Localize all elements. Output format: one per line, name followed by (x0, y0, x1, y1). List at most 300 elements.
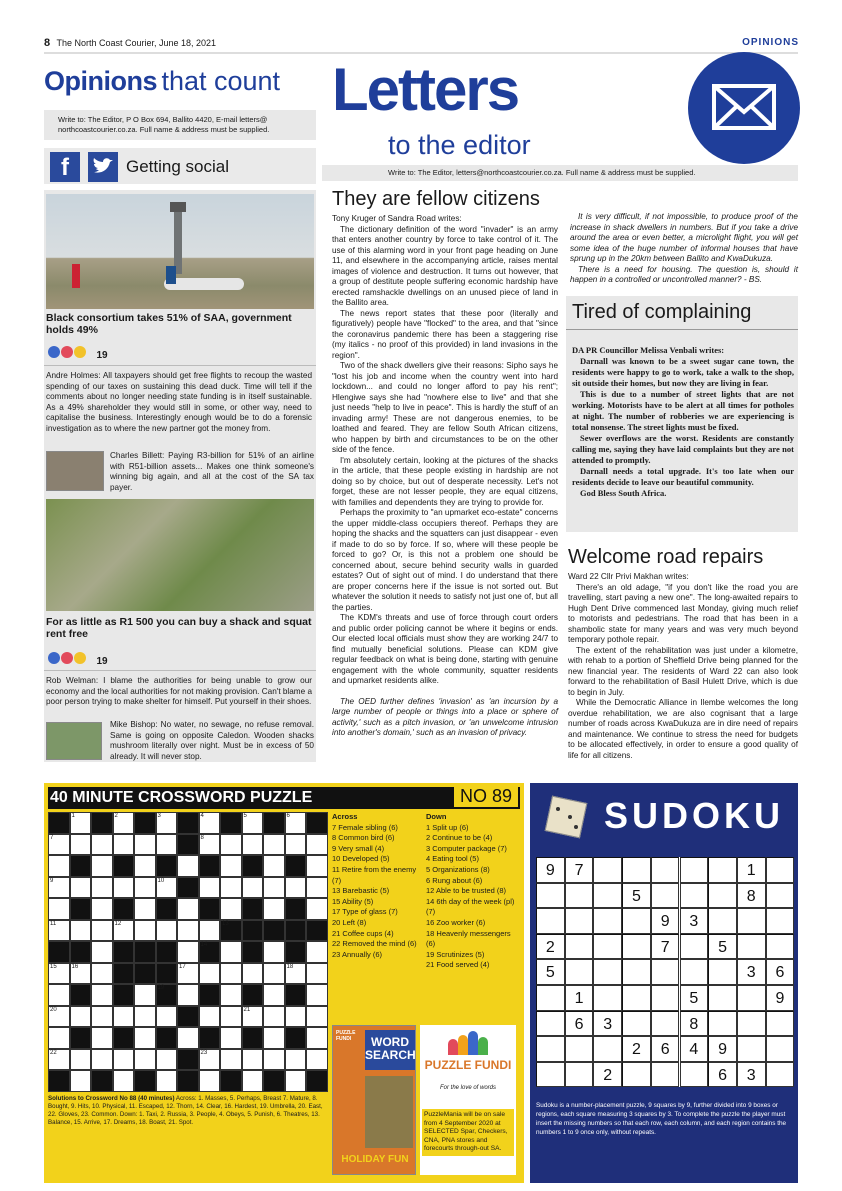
crossword-cell[interactable] (263, 1027, 285, 1049)
sudoku-cell: 2 (536, 934, 565, 960)
crossword-cell[interactable] (306, 984, 328, 1006)
crossword-cell (156, 984, 178, 1006)
sudoku-cell: 6 (708, 1062, 737, 1088)
crossword-cell (177, 1006, 199, 1028)
crossword-cell[interactable] (48, 855, 70, 877)
crossword-cell (48, 941, 70, 963)
sudoku-cell[interactable] (737, 934, 766, 960)
sudoku-cell: 5 (680, 985, 709, 1011)
sudoku-cell[interactable] (536, 1011, 565, 1037)
sudoku-cell: 4 (680, 1036, 709, 1062)
sudoku-cell[interactable] (708, 908, 737, 934)
crossword-cell[interactable] (199, 877, 221, 899)
crossword-cell[interactable] (70, 1006, 92, 1028)
crossword-cell[interactable] (70, 1049, 92, 1071)
crossword-cell[interactable] (199, 1006, 221, 1028)
crossword-cell[interactable] (91, 963, 113, 985)
sudoku-title: SUDOKU (604, 795, 785, 836)
sudoku-cell[interactable] (766, 1062, 795, 1088)
crossword-cell[interactable] (285, 834, 307, 856)
crossword-cell[interactable] (306, 963, 328, 985)
sudoku-cell: 1 (737, 857, 766, 883)
page-number: 8 (44, 37, 51, 49)
crossword-cell[interactable] (263, 941, 285, 963)
sudoku-cell[interactable] (565, 959, 594, 985)
sudoku-cell[interactable] (536, 1036, 565, 1062)
crossword-cell (220, 1070, 242, 1092)
crossword-cell[interactable] (306, 1006, 328, 1028)
sudoku-cell: 1 (565, 985, 594, 1011)
clue-number: 6 (286, 813, 290, 819)
puzzle-fundi-promo: PUZZLE FUNDI For the love of words PuzzleMania will be on sale from 4 September 2020 at SELECTED Spar, Checkers, CNA, PNA stores and forecourts through-out SA. (420, 1025, 516, 1175)
crossword-cell (242, 855, 264, 877)
clue-number: 18 (286, 963, 294, 970)
crossword-cell[interactable] (220, 1027, 242, 1049)
crossword-cell (70, 941, 92, 963)
crossword-cell[interactable] (242, 1070, 264, 1092)
clue-number: 4 (200, 813, 204, 819)
crossword-cell[interactable] (70, 963, 92, 985)
crossword-cell[interactable] (48, 920, 70, 942)
page-header (44, 37, 216, 49)
sudoku-cell[interactable] (766, 1011, 795, 1037)
crossword-cell[interactable] (156, 1049, 178, 1071)
crossword-cell[interactable] (220, 941, 242, 963)
sudoku-cell[interactable] (593, 883, 622, 909)
crossword-cell[interactable] (113, 877, 135, 899)
crossword-cell[interactable] (113, 834, 135, 856)
sudoku-cell[interactable] (708, 985, 737, 1011)
crossword-cell[interactable] (70, 1070, 92, 1092)
letter2-body: DA PR Councillor Melissa Venbali writes: Darnall was known to be a sweet sugar cane town, the residents were happy to go to work, take a walk to the shop, sit outside their homes, but now they are living in fear. This is due to a number of street lights that are not working. Motorists have to be alert at all times for potholes at night. The number of robberies we are experiencing is total nonsense. The street lights must be fixed. Sewer overflows are the worst. Residents are constantly calling me, saying they have laid complaints but they are not attended to promptly. Darnall needs a total upgrade. It's too late when our residents decide to leave our beautiful community. God Bless South Africa. (572, 345, 794, 498)
crossword-cell[interactable] (91, 1006, 113, 1028)
crossword-cell[interactable] (134, 1006, 156, 1028)
sudoku-cell[interactable] (766, 857, 795, 883)
crossword-cell[interactable] (306, 941, 328, 963)
opinions-title: Opinions that count (44, 66, 281, 96)
clue-number: 17 (179, 963, 186, 970)
clue-number: 22 (50, 1049, 57, 1056)
crossword-cell[interactable] (220, 1006, 242, 1028)
crossword-cell (113, 941, 135, 963)
twitter-icon (88, 152, 118, 182)
crossword-cell (156, 1027, 178, 1049)
crossword-cell (70, 898, 92, 920)
crossword-cell[interactable] (156, 812, 178, 834)
crossword-cell[interactable] (156, 1070, 178, 1092)
like-icon (48, 652, 60, 664)
crossword-cell[interactable] (48, 898, 70, 920)
crossword-cell[interactable] (134, 877, 156, 899)
people-logo-icon (448, 1031, 488, 1057)
crossword-cell[interactable] (177, 1027, 199, 1049)
header-rule (44, 52, 798, 54)
crossword-cell (134, 941, 156, 963)
crossword-cell (220, 812, 242, 834)
crossword-grid[interactable] (48, 812, 328, 1092)
crossword-cell[interactable] (177, 941, 199, 963)
post2-comment2: Mike Bishop: No water, no sewage, no refuse removal. Same is going on opposite Caledon. Wooden shacks mushroom literally over night. Must be in excess of 50 already. It will never stop. (110, 720, 314, 761)
sudoku-cell: 9 (651, 908, 680, 934)
crossword-cell (306, 812, 328, 834)
crossword-cell[interactable] (91, 855, 113, 877)
crossword-cell[interactable] (91, 941, 113, 963)
sudoku-cell[interactable] (593, 959, 622, 985)
crossword-cell (263, 812, 285, 834)
crossword-cell[interactable] (220, 898, 242, 920)
sudoku-cell: 5 (536, 959, 565, 985)
crossword-cell[interactable] (242, 877, 264, 899)
crossword-title: 40 MINUTE CROSSWORD PUZZLE (50, 789, 313, 806)
crossword-cell (156, 963, 178, 985)
sudoku-cell[interactable] (565, 1036, 594, 1062)
crossword-cell[interactable] (134, 834, 156, 856)
crossword-cell[interactable] (48, 877, 70, 899)
crossword-cell[interactable] (70, 812, 92, 834)
crossword-cell[interactable] (48, 963, 70, 985)
crossword-cell[interactable] (242, 834, 264, 856)
crossword-cell (156, 898, 178, 920)
crossword-cell (285, 984, 307, 1006)
sudoku-cell: 6 (766, 959, 795, 985)
sudoku-cell[interactable] (622, 1011, 651, 1037)
crossword-across: Across 7 Female sibling (6) 8 Common bird (6) 9 Very small (4) 10 Developed (5) 11 Retire from the enemy (7) 13 Barebastic (5) 15 Ability (5) 17 Type of glass (7) 20 Left (8) 21 Coffee cups (4) 22 Removed the mind (6) 23 Annually (6) (332, 812, 417, 959)
crossword-cell[interactable] (177, 963, 199, 985)
crossword-cell[interactable] (91, 1049, 113, 1071)
sudoku-cell: 6 (651, 1036, 680, 1062)
paper-date: The North Coast Courier, June 18, 2021 (56, 38, 217, 48)
sudoku-cell: 6 (565, 1011, 594, 1037)
crossword-cell[interactable] (306, 1027, 328, 1049)
sudoku-cell[interactable] (565, 883, 594, 909)
sudoku-cell[interactable] (766, 1036, 795, 1062)
avatar (46, 722, 102, 760)
crossword-cell (113, 963, 135, 985)
post1-comment2: Charles Billett: Paying R3-billion for 51% of an airline with R51-billion assets... Makes one think someone's winning big again, and all at the cost of the SA tax payer. (110, 451, 314, 492)
crossword-cell (199, 1027, 221, 1049)
sudoku-cell: 7 (651, 934, 680, 960)
letter3-title: Welcome road repairs (568, 546, 764, 568)
clue-number: 16 (71, 963, 79, 970)
shacks-photo (46, 499, 314, 611)
crossword-cell[interactable] (70, 920, 92, 942)
sudoku-cell[interactable] (680, 857, 709, 883)
clue-number: 12 (114, 920, 122, 927)
crossword-cell[interactable] (306, 855, 328, 877)
crossword-cell[interactable] (177, 898, 199, 920)
crossword-cell[interactable] (242, 1049, 264, 1071)
crossword-down: Down 1 Split up (6) 2 Continue to be (4) 3 Computer package (7) 4 Eating tool (5) 5 Organizations (8) 6 Rung about (6) 12 Able to be trusted (8) 14 6th day of the week (pl) (7) 16 Zoo worker (6) 18 Heavenly messengers (6) 19 Scrutinizes (5) 21 Food served (4) (426, 812, 515, 970)
sudoku-cell[interactable] (766, 908, 795, 934)
sudoku-cell: 8 (680, 1011, 709, 1037)
post1-reactions: 19 (48, 345, 108, 363)
letters-subtitle: to the editor (388, 130, 531, 160)
crossword-number: NO 89 (454, 786, 518, 807)
crossword-cell[interactable] (70, 877, 92, 899)
sudoku-cell[interactable] (565, 1062, 594, 1088)
crossword-cell (156, 855, 178, 877)
crossword-cell[interactable] (113, 1070, 135, 1092)
sudoku-cell[interactable] (593, 857, 622, 883)
crossword-cell[interactable] (220, 855, 242, 877)
crossword-cell[interactable] (306, 877, 328, 899)
clue-number: 14 (200, 942, 208, 948)
sudoku-cell[interactable] (708, 1011, 737, 1037)
crossword-cell (199, 984, 221, 1006)
crossword-cell (177, 1070, 199, 1092)
sudoku-cell[interactable] (651, 959, 680, 985)
clue-number: 2 (114, 813, 118, 819)
crossword-cell[interactable] (199, 963, 221, 985)
post2-comment1: Rob Welman: I blame the authorities for being unable to grow our economy and the local authorities for not making provision. Can't blame a poor person trying to make shelter for himself. Put yourself in their shoes. (46, 676, 312, 706)
crossword-cell[interactable] (220, 984, 242, 1006)
crossword-cell[interactable] (263, 984, 285, 1006)
sudoku-cell[interactable] (737, 1036, 766, 1062)
letters-write-to: Write to: The Editor, letters@northcoastcourier.co.za. Full name & address must be supplied. (322, 165, 798, 181)
crossword-cell[interactable] (48, 984, 70, 1006)
sudoku-cell[interactable] (622, 857, 651, 883)
sudoku-cell[interactable] (536, 908, 565, 934)
crossword-cell[interactable] (91, 834, 113, 856)
crossword-cell (285, 898, 307, 920)
crossword-cell[interactable] (263, 898, 285, 920)
clue-number: 13 (222, 920, 229, 927)
sudoku-cell: 8 (737, 883, 766, 909)
crossword-cell (263, 1070, 285, 1092)
crossword-cell (70, 984, 92, 1006)
crossword-cell[interactable] (156, 834, 178, 856)
opinions-write-to: Write to: The Editor, P O Box 694, Ballito 4420, E-mail letters@ northcoastcourier.co.za. Full name & address must be supplied. (44, 110, 316, 140)
crossword-cell (48, 812, 70, 834)
letter1-body: Tony Kruger of Sandra Road writes: The dictionary definition of the word "invader" is an army that enters another country by force to take control of it. The use of this alarming word in your front page heading on June 11, and elsewhere in the accompanying article, raises mental images of violence and destruction. It turns out however, that a group of destitute people suffering economic hardship have erected ramshackle dwellings on an unused piece of land in the Ballito area. The news report states that these poor (literally and figuratively) people have "flocked" to the area, and that "since the coronavirus pandemic there has been a staggering rise (my italics - no proof of this provided) in land invasions in the region". Two of the shack dwellers give their reasons: Sipho says he "lost his job and income when the country went into hard lockdown... and could no longer afford to pay his rent"; Hlengiwe says she had "nowhere else to live" and that she just needs "help to live in peace". This is hardly the stuff of an invading army! These are not dangerous enemies, to be loathed and feared. They are fellow South African citizens, who happen by birth and circumstances to be on the other side of the fence. I'm absolutely certain, looking at the pictures of the shacks in the article, that these people existing in hardship are not doing so by choice, but out of desperate necessity. Let's not forget, these are not lesser people, they are equal citizens, with families and dependents they are trying to provide for. Perhaps the proximity to "an upmarket eco-estate" concerns the upper middle-class occupiers thereof. Perhaps they are hoping the shacks and the squatters can just disappear - even if made to do so by force. If so, where will these people be forced to go? Or, is this not a problem one should be concerned about, secure behind security walls in guarded estates? Out of sight out of mind. I do understand that there are proper concerns here if the issue is not sorted out. But whatever the solution it needs to satisfy not just one of, but all the parties. The KDM's threats and use of force through court orders and public order policing cannot be where it begins or ends. Our elected local officials must show they are working 24/7 to find mutually beneficial solutions. Please can KDM give regular feedback on what is being done, starting with genuine engagement with the whole community, squatter residents and upmarket residents alike. The OED further defines 'invasion' as 'an incursion by a large number of people or things into a place or sphere of activity,' such as a pitch invasion, or 'an unwelcome intrusion into another's domain,' such as an invasion of privacy. (332, 214, 558, 737)
crossword-cell[interactable] (285, 1070, 307, 1092)
crossword-cell[interactable] (242, 812, 264, 834)
social-header (44, 148, 316, 184)
crossword-cell (177, 877, 199, 899)
sudoku-cell[interactable] (593, 934, 622, 960)
crossword-cell[interactable] (113, 920, 135, 942)
clue-number: 15 (50, 963, 57, 970)
crossword-cell (91, 812, 113, 834)
sudoku-cell[interactable] (536, 985, 565, 1011)
wow-icon (74, 652, 86, 664)
word-search-book: PUZZLE FUNDI WORD SEARCH HOLIDAY FUN (332, 1025, 416, 1175)
sudoku-cell: 3 (680, 908, 709, 934)
sudoku-cell[interactable] (680, 934, 709, 960)
crossword-cell[interactable] (285, 1049, 307, 1071)
crossword-cell (242, 941, 264, 963)
crossword-cell[interactable] (48, 1049, 70, 1071)
crossword-cell (199, 855, 221, 877)
sudoku-cell[interactable] (565, 934, 594, 960)
mail-icon (688, 52, 800, 164)
crossword-cell[interactable] (177, 920, 199, 942)
sudoku-cell: 3 (737, 959, 766, 985)
letter2-panel (566, 296, 798, 532)
crossword-cell (242, 898, 264, 920)
crossword-cell[interactable] (263, 834, 285, 856)
clue-number: 3 (157, 813, 161, 819)
crossword-cell[interactable] (134, 1049, 156, 1071)
sudoku-cell[interactable] (737, 1011, 766, 1037)
airplane (164, 278, 244, 290)
crossword-cell[interactable] (91, 1027, 113, 1049)
sudoku-cell: 5 (622, 883, 651, 909)
post2-reactions: 19 (48, 651, 108, 669)
crossword-cell[interactable] (113, 1049, 135, 1071)
sudoku-cell[interactable] (737, 985, 766, 1011)
crossword-cell (220, 920, 242, 942)
crossword-cell[interactable] (263, 877, 285, 899)
crossword-cell[interactable] (134, 920, 156, 942)
crossword-cell[interactable] (285, 812, 307, 834)
sudoku-cell[interactable] (651, 1011, 680, 1037)
crossword-cell[interactable] (156, 1006, 178, 1028)
sudoku-cell[interactable] (593, 908, 622, 934)
sudoku-cell[interactable] (708, 857, 737, 883)
crossword-cell[interactable] (199, 834, 221, 856)
sudoku-cell[interactable] (708, 883, 737, 909)
sudoku-cell[interactable] (651, 985, 680, 1011)
sudoku-cell: 2 (593, 1062, 622, 1088)
crossword-cell[interactable] (220, 834, 242, 856)
crossword-cell[interactable] (220, 1049, 242, 1071)
sudoku-cell[interactable] (622, 934, 651, 960)
crossword-cell[interactable] (199, 1049, 221, 1071)
clue-number: 19 (157, 985, 165, 991)
clue-number: 21 (243, 1006, 251, 1013)
crossword-cell[interactable] (199, 812, 221, 834)
crossword-cell (306, 1070, 328, 1092)
post2-headline: For as little as R1 500 you can buy a shack and squat rent free (46, 616, 312, 640)
crossword-cell[interactable] (134, 984, 156, 1006)
like-icon (48, 346, 60, 358)
sudoku-instructions: Sudoku is a number-placement puzzle, 9 squares by 9, further divided into 9 boxes or regions, each square measuring 3 squares by 3. To complete the puzzle the player must insert the missing numbers so that each row, each column, and each region contains the numbers 1 to 9 once only, without repeats. (536, 1102, 787, 1136)
crossword-cell (134, 963, 156, 985)
clue-number: 8 (200, 834, 204, 841)
sudoku-cell[interactable] (622, 985, 651, 1011)
crossword-cell[interactable] (177, 855, 199, 877)
crossword-cell[interactable] (306, 834, 328, 856)
crossword-cell (199, 898, 221, 920)
sudoku-cell[interactable] (651, 1062, 680, 1088)
crossword-cell[interactable] (285, 877, 307, 899)
facebook-icon: f (50, 152, 80, 182)
sudoku-cell[interactable] (565, 908, 594, 934)
crossword-cell[interactable] (91, 898, 113, 920)
avatar (46, 451, 104, 491)
sudoku-cell[interactable] (680, 959, 709, 985)
crossword-cell[interactable] (263, 1006, 285, 1028)
crossword-cell (134, 1070, 156, 1092)
sudoku-cell[interactable] (737, 908, 766, 934)
crossword-cell[interactable] (285, 963, 307, 985)
sudoku-cell[interactable] (536, 1062, 565, 1088)
sudoku-cell[interactable] (651, 883, 680, 909)
sudoku-cell[interactable] (536, 883, 565, 909)
sudoku-cell[interactable] (708, 959, 737, 985)
crossword-cell[interactable] (134, 898, 156, 920)
crossword-cell[interactable] (242, 963, 264, 985)
wow-icon (74, 346, 86, 358)
crossword-cell[interactable] (134, 855, 156, 877)
giraffe-image (365, 1076, 413, 1148)
sudoku-cell: 9 (708, 1036, 737, 1062)
crossword-cell[interactable] (156, 877, 178, 899)
love-icon (61, 346, 73, 358)
sudoku-cell[interactable] (766, 934, 795, 960)
crossword-cell (91, 1070, 113, 1092)
sudoku-cell[interactable] (593, 985, 622, 1011)
love-icon (61, 652, 73, 664)
crossword-cell[interactable] (134, 1027, 156, 1049)
crossword-cell (242, 920, 264, 942)
crossword-cell[interactable] (306, 898, 328, 920)
crossword-panel (44, 783, 524, 1183)
crossword-cell[interactable] (220, 877, 242, 899)
crossword-cell (285, 1027, 307, 1049)
crossword-cell[interactable] (48, 834, 70, 856)
clue-number: 10 (157, 877, 165, 884)
crossword-cell (177, 812, 199, 834)
crossword-cell[interactable] (263, 1049, 285, 1071)
crossword-cell[interactable] (91, 984, 113, 1006)
crossword-cell[interactable] (48, 1006, 70, 1028)
crossword-cell[interactable] (306, 1049, 328, 1071)
crossword-cell[interactable] (220, 963, 242, 985)
crossword-cell[interactable] (263, 855, 285, 877)
crossword-cell (113, 898, 135, 920)
clue-number: 9 (50, 877, 54, 884)
crossword-cell (113, 984, 135, 1006)
crossword-cell[interactable] (263, 963, 285, 985)
clue-number: 1 (71, 813, 75, 819)
crossword-cell[interactable] (156, 920, 178, 942)
crossword-cell[interactable] (242, 1006, 264, 1028)
crossword-cell[interactable] (199, 920, 221, 942)
sudoku-cell[interactable] (622, 959, 651, 985)
crossword-cell[interactable] (199, 1070, 221, 1092)
crossword-solutions: Solutions to Crossword No 88 (40 minutes) Across: 1. Masses, 5. Perhaps, Breast 7. Mature, 8. Bought, 9. Hits, 10. Physical, 11. Escaped, 12. Thorn, 14. Clear, 16. Hardest, 19. Umbrella, 20. East, 22. Gloves, 23. Common. Down: 1. Taxi, 2. Russia, 3. People, 4. Obeys, 5. Punish, 6. Theatres, 13. Balance, 15. Arrive, 17. Dreams, 18. Boast, 21. Spot. (48, 1095, 323, 1126)
sudoku-cell[interactable] (680, 883, 709, 909)
crossword-cell (285, 855, 307, 877)
crossword-cell[interactable] (48, 1027, 70, 1049)
sudoku-cell[interactable] (680, 1062, 709, 1088)
sudoku-cell[interactable] (622, 908, 651, 934)
sudoku-cell: 9 (766, 985, 795, 1011)
crossword-cell[interactable] (113, 812, 135, 834)
sudoku-cell[interactable] (593, 1036, 622, 1062)
sudoku-cell[interactable] (766, 883, 795, 909)
crossword-cell[interactable] (177, 984, 199, 1006)
sudoku-cell[interactable] (651, 857, 680, 883)
crossword-cell[interactable] (285, 1006, 307, 1028)
crossword-cell[interactable] (91, 920, 113, 942)
letter3-body: Ward 22 Cllr Privi Makhan writes: There's an old adage, "if you don't like the road you are travelling, start paving a new one". The long-awaited repairs to Hugh Dent Drive commenced last Monday, giving much relief to motorists and pedestrians. The road that has been in a shambolic state for many years and was very much beyond temporary pothole repair. The extent of the rehabilitation was just under a kilometre, with rehab to a portion of Sheffield Drive being planned for the new financial year. The residents of Ward 22 can also look forward to the rehabilitation of Basil Hulett Drive, which is due to begin in July. While the Democratic Alliance in Ilembe welcomes the long overdue rehabilitation, we are also cognisant that a large number of roads across KwaDukuza are in dire need of repairs and maintenance. We continue to stress the need for budgets to be allocated effectively, in order to ensure a good quality of life for all citizens. (568, 572, 798, 760)
social-panel (44, 190, 316, 762)
plane-photo (46, 194, 314, 309)
sudoku-grid[interactable] (536, 857, 794, 1087)
crossword-cell (306, 920, 328, 942)
crossword-cell (70, 855, 92, 877)
crossword-cell[interactable] (70, 834, 92, 856)
letters-title: Letters (332, 56, 519, 123)
sudoku-cell[interactable] (622, 1062, 651, 1088)
crossword-cell[interactable] (91, 877, 113, 899)
crossword-cell (156, 941, 178, 963)
crossword-cell[interactable] (113, 1006, 135, 1028)
letter1-title: They are fellow citizens (332, 188, 540, 210)
